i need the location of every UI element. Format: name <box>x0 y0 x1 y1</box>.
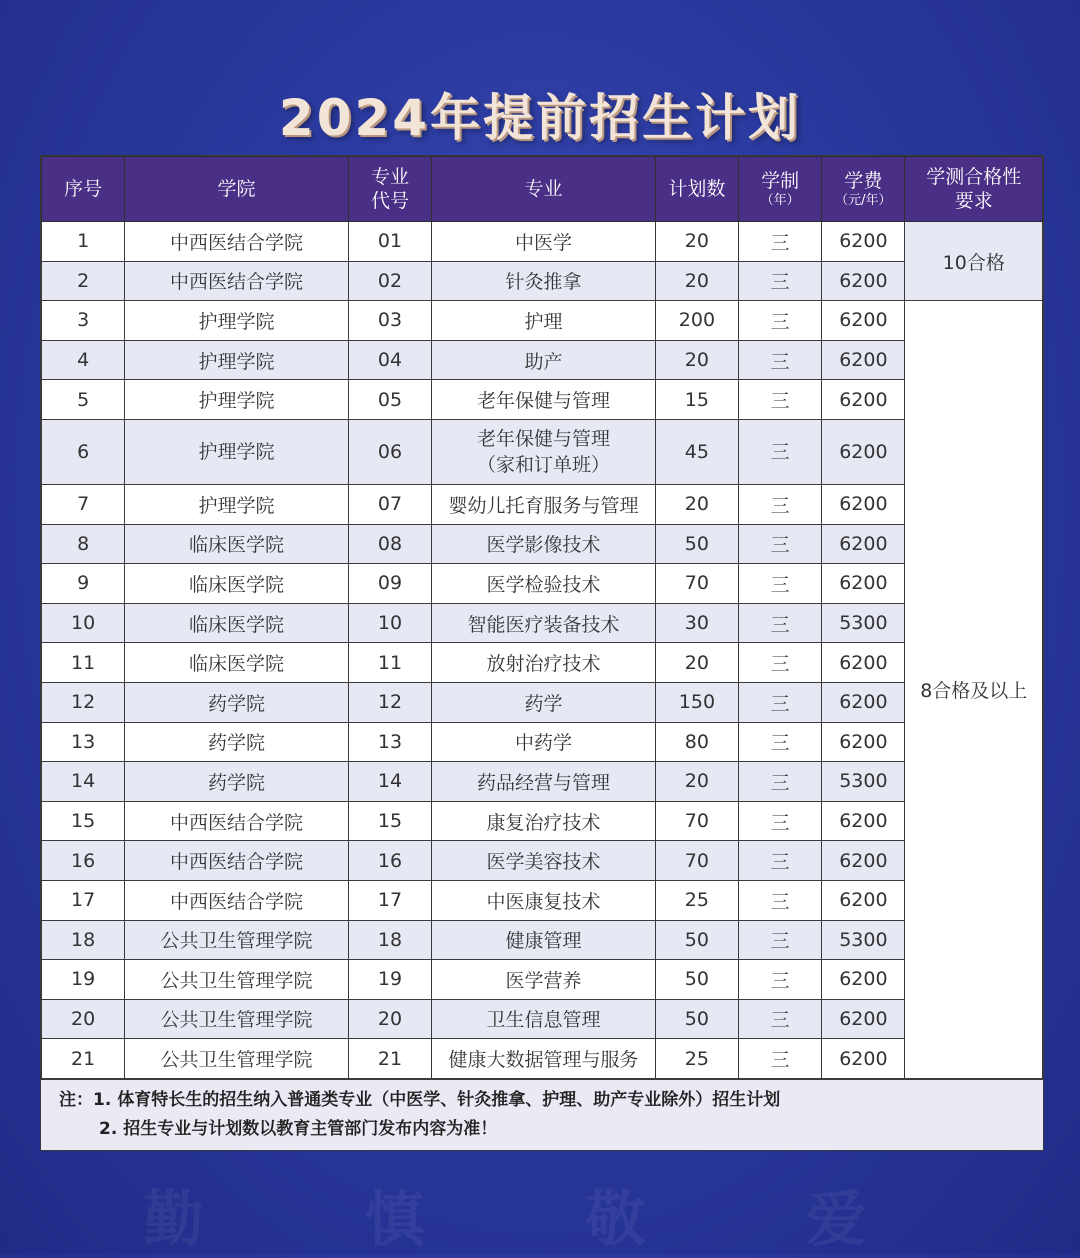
cell-plan: 30 <box>655 603 738 643</box>
cell-tuition: 5300 <box>822 920 905 960</box>
cell-duration: 三 <box>739 841 822 881</box>
cell-seq: 5 <box>42 380 125 420</box>
table-row <box>42 643 1043 683</box>
cell-plan: 20 <box>655 261 738 301</box>
cell-tuition: 6200 <box>822 484 905 524</box>
cell-duration: 三 <box>739 564 822 604</box>
cell-plan: 150 <box>655 682 738 722</box>
table-row <box>42 880 1043 920</box>
cell-tuition: 6200 <box>822 222 905 262</box>
table-row <box>42 762 1043 802</box>
cell-seq: 14 <box>42 762 125 802</box>
cell-seq: 12 <box>42 682 125 722</box>
cell-tuition: 6200 <box>822 301 905 341</box>
cell-major: 健康管理 <box>432 920 656 960</box>
cell-major: 针灸推拿 <box>432 261 656 301</box>
cell-college: 公共卫生管理学院 <box>125 1039 349 1079</box>
cell-major: 中医学 <box>432 222 656 262</box>
header-plan: 计划数 <box>655 157 738 222</box>
cell-major: 卫生信息管理 <box>432 999 656 1039</box>
cell-code: 06 <box>348 419 431 484</box>
cell-seq: 4 <box>42 340 125 380</box>
cell-college: 公共卫生管理学院 <box>125 920 349 960</box>
header-duration <box>739 157 822 222</box>
cell-tuition: 6200 <box>822 261 905 301</box>
cell-code: 14 <box>348 762 431 802</box>
cell-college: 药学院 <box>125 722 349 762</box>
table-row <box>42 222 1043 262</box>
cell-tuition: 6200 <box>822 340 905 380</box>
cell-plan: 20 <box>655 484 738 524</box>
cell-code: 11 <box>348 643 431 683</box>
cell-plan: 25 <box>655 1039 738 1079</box>
table-row <box>42 301 1043 341</box>
table-body <box>42 222 1043 1079</box>
table-row <box>42 999 1043 1039</box>
table-row <box>42 419 1043 484</box>
cell-major: 医学美容技术 <box>432 841 656 881</box>
cell-major: 医学营养 <box>432 960 656 1000</box>
table-row <box>42 340 1043 380</box>
cell-duration: 三 <box>739 762 822 802</box>
cell-major-line1: 老年保健与管理 <box>476 427 610 450</box>
cell-college: 临床医学院 <box>125 524 349 564</box>
table-row <box>42 484 1043 524</box>
cell-seq: 2 <box>42 261 125 301</box>
cell-code: 02 <box>348 261 431 301</box>
cell-duration: 三 <box>739 222 822 262</box>
cell-plan: 50 <box>655 999 738 1039</box>
cell-plan: 50 <box>655 524 738 564</box>
cell-duration: 三 <box>739 999 822 1039</box>
cell-code: 05 <box>348 380 431 420</box>
cell-tuition: 6200 <box>822 419 905 484</box>
cell-duration: 三 <box>739 682 822 722</box>
cell-duration: 三 <box>739 801 822 841</box>
cell-requirement: 10合格 <box>905 222 1043 301</box>
cell-tuition: 6200 <box>822 564 905 604</box>
cell-plan: 70 <box>655 801 738 841</box>
cell-code: 03 <box>348 301 431 341</box>
cell-college: 临床医学院 <box>125 643 349 683</box>
cell-code: 04 <box>348 340 431 380</box>
header-seq: 序号 <box>42 157 125 222</box>
cell-major: 中药学 <box>432 722 656 762</box>
cell-college: 公共卫生管理学院 <box>125 960 349 1000</box>
cell-plan: 25 <box>655 880 738 920</box>
cell-major: 康复治疗技术 <box>432 801 656 841</box>
cell-major: 医学检验技术 <box>432 564 656 604</box>
table-row <box>42 801 1043 841</box>
cell-major: 智能医疗装备技术 <box>432 603 656 643</box>
cell-seq: 15 <box>42 801 125 841</box>
cell-college: 中西医结合学院 <box>125 222 349 262</box>
table-row <box>42 524 1043 564</box>
cell-code: 12 <box>348 682 431 722</box>
header-code <box>348 157 431 222</box>
cell-duration: 三 <box>739 880 822 920</box>
cell-duration: 三 <box>739 524 822 564</box>
cell-college: 护理学院 <box>125 301 349 341</box>
cell-seq: 11 <box>42 643 125 683</box>
cell-code: 21 <box>348 1039 431 1079</box>
cell-tuition: 6200 <box>822 841 905 881</box>
note-line-1: 注：1. 体育特长生的招生纳入普通类专业（中医学、针灸推拿、护理、助产专业除外）招生计划 <box>59 1089 781 1110</box>
cell-college: 中西医结合学院 <box>125 880 349 920</box>
cell-major: 药学 <box>432 682 656 722</box>
cell-major: 老年保健与管理 <box>432 380 656 420</box>
cell-seq: 1 <box>42 222 125 262</box>
cell-plan: 80 <box>655 722 738 762</box>
cell-duration: 三 <box>739 484 822 524</box>
cell-college: 护理学院 <box>125 484 349 524</box>
cell-college: 临床医学院 <box>125 564 349 604</box>
cell-seq: 9 <box>42 564 125 604</box>
cell-tuition: 6200 <box>822 960 905 1000</box>
cell-duration: 三 <box>739 722 822 762</box>
cell-tuition: 5300 <box>822 603 905 643</box>
cell-duration: 三 <box>739 643 822 683</box>
cell-seq: 7 <box>42 484 125 524</box>
table-row <box>42 722 1043 762</box>
header-college: 学院 <box>125 157 349 222</box>
cell-seq: 10 <box>42 603 125 643</box>
header-major: 专业 <box>432 157 656 222</box>
cell-seq: 8 <box>42 524 125 564</box>
cell-tuition: 6200 <box>822 801 905 841</box>
cell-tuition: 6200 <box>822 524 905 564</box>
cell-college: 药学院 <box>125 762 349 802</box>
table-row <box>42 682 1043 722</box>
enrollment-plan-table <box>40 155 1044 1151</box>
cell-plan: 70 <box>655 564 738 604</box>
cell-seq: 19 <box>42 960 125 1000</box>
header-duration-label: 学制 <box>761 170 800 192</box>
cell-code: 18 <box>348 920 431 960</box>
cell-college: 药学院 <box>125 682 349 722</box>
cell-major: 药品经营与管理 <box>432 762 656 802</box>
cell-duration: 三 <box>739 920 822 960</box>
cell-major: 放射治疗技术 <box>432 643 656 683</box>
cell-major: 婴幼儿托育服务与管理 <box>432 484 656 524</box>
cell-seq: 18 <box>42 920 125 960</box>
table-row <box>42 564 1043 604</box>
cell-plan: 200 <box>655 301 738 341</box>
cell-seq: 20 <box>42 999 125 1039</box>
cell-duration: 三 <box>739 301 822 341</box>
cell-seq: 13 <box>42 722 125 762</box>
cell-college: 护理学院 <box>125 419 349 484</box>
watermark: 勤 慎 敬 爱 <box>143 1185 937 1255</box>
cell-duration: 三 <box>739 960 822 1000</box>
cell-college: 中西医结合学院 <box>125 261 349 301</box>
note-line-2: 2. 招生专业与计划数以教育主管部门发布内容为准！ <box>99 1118 498 1139</box>
cell-college: 中西医结合学院 <box>125 801 349 841</box>
page-title: 2024年提前招生计划 <box>278 89 802 147</box>
header-tuition <box>822 157 905 222</box>
cell-seq: 21 <box>42 1039 125 1079</box>
header-tuition-label: 学费 <box>844 170 883 192</box>
cell-requirement: 8合格及以上 <box>905 301 1043 1079</box>
cell-code: 08 <box>348 524 431 564</box>
cell-seq: 3 <box>42 301 125 341</box>
cell-major-line2: （家和订单班） <box>476 453 610 476</box>
cell-code: 07 <box>348 484 431 524</box>
cell-seq: 17 <box>42 880 125 920</box>
cell-plan: 45 <box>655 419 738 484</box>
table-row <box>42 1039 1043 1079</box>
cell-tuition: 6200 <box>822 880 905 920</box>
cell-duration: 三 <box>739 603 822 643</box>
notes <box>41 1079 1043 1150</box>
cell-college: 中西医结合学院 <box>125 841 349 881</box>
header-code-label: 专业代号 <box>370 166 409 212</box>
cell-college: 护理学院 <box>125 380 349 420</box>
cell-code: 19 <box>348 960 431 1000</box>
cell-major: 助产 <box>432 340 656 380</box>
cell-code: 09 <box>348 564 431 604</box>
cell-major: 医学影像技术 <box>432 524 656 564</box>
cell-seq: 16 <box>42 841 125 881</box>
cell-tuition: 6200 <box>822 682 905 722</box>
cell-major: 健康大数据管理与服务 <box>432 1039 656 1079</box>
cell-college: 公共卫生管理学院 <box>125 999 349 1039</box>
cell-plan: 50 <box>655 960 738 1000</box>
cell-code: 20 <box>348 999 431 1039</box>
cell-plan: 70 <box>655 841 738 881</box>
header-tuition-unit: （元/年） <box>835 193 892 208</box>
cell-major: 中医康复技术 <box>432 880 656 920</box>
table-row <box>42 841 1043 881</box>
cell-tuition: 6200 <box>822 1039 905 1079</box>
cell-code: 15 <box>348 801 431 841</box>
cell-code: 13 <box>348 722 431 762</box>
table-row <box>42 603 1043 643</box>
table-row <box>42 960 1043 1000</box>
cell-tuition: 6200 <box>822 643 905 683</box>
cell-code: 17 <box>348 880 431 920</box>
cell-college: 临床医学院 <box>125 603 349 643</box>
cell-seq: 6 <box>42 419 125 484</box>
cell-duration: 三 <box>739 419 822 484</box>
cell-plan: 20 <box>655 222 738 262</box>
cell-code: 10 <box>348 603 431 643</box>
table-header-row <box>42 157 1043 222</box>
header-duration-unit: （年） <box>760 193 800 208</box>
header-requirement-label: 学测合格性要求 <box>926 166 1022 212</box>
cell-tuition: 6200 <box>822 380 905 420</box>
cell-tuition: 6200 <box>822 722 905 762</box>
cell-duration: 三 <box>739 340 822 380</box>
cell-plan: 50 <box>655 920 738 960</box>
table-row <box>42 261 1043 301</box>
cell-duration: 三 <box>739 380 822 420</box>
cell-plan: 20 <box>655 340 738 380</box>
cell-plan: 20 <box>655 762 738 802</box>
cell-major: 护理 <box>432 301 656 341</box>
header-requirement <box>905 157 1043 222</box>
cell-duration: 三 <box>739 1039 822 1079</box>
table-row <box>42 380 1043 420</box>
cell-code: 16 <box>348 841 431 881</box>
table-row <box>42 920 1043 960</box>
cell-college: 护理学院 <box>125 340 349 380</box>
cell-major <box>432 419 656 484</box>
cell-plan: 20 <box>655 643 738 683</box>
cell-tuition: 6200 <box>822 999 905 1039</box>
cell-plan: 15 <box>655 380 738 420</box>
cell-tuition: 5300 <box>822 762 905 802</box>
cell-code: 01 <box>348 222 431 262</box>
cell-duration: 三 <box>739 261 822 301</box>
